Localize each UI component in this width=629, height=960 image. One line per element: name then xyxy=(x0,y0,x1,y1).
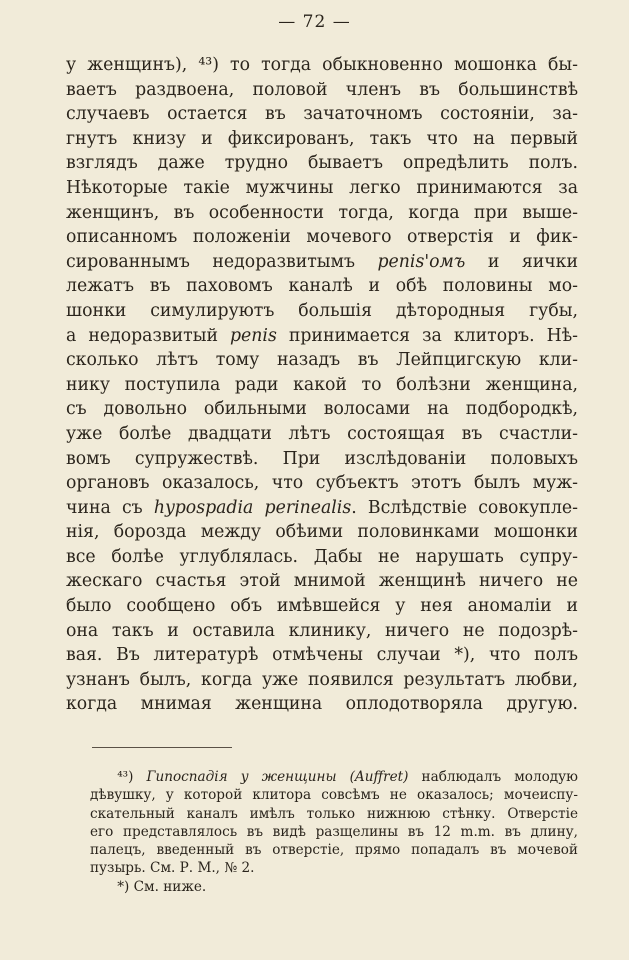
text-line: узнанъ былъ, когда уже появился результатъ любви, xyxy=(66,669,578,690)
footnote-line: палецъ, введенный въ отверстiе, прямо попадалъ въ мочевой xyxy=(90,842,578,859)
text-line: случаевъ остается въ зачаточномъ состоянiи, за- xyxy=(66,104,578,125)
footnote-line: пузырь. См. Р. М., № 2. xyxy=(90,860,255,877)
page-number: — 72 — xyxy=(278,12,351,32)
text-line: все болѣе углублялась. Дабы не нарушать супру- xyxy=(66,546,578,567)
text-line: а недоразвитый penis принимается за клиторъ. Нѣ- xyxy=(66,325,578,346)
text-line: нiя, борозда между обѣими половинками мошонки xyxy=(66,522,578,543)
latin-term: hypospadia perinealis xyxy=(153,497,352,518)
footnote-line: скательный каналъ имѣлъ только нижнюю стѣнку. Отверстiе xyxy=(90,805,578,822)
text-line: женщинъ, въ особенности тогда, когда при выше- xyxy=(66,202,578,223)
text-line: когда мнимая женщина оплодотворяла другую. xyxy=(66,694,578,715)
text-line: чина съ hypospadia perinealis. Вслѣдствiе совокупле- xyxy=(66,497,578,518)
text-line: жескаго счастья этой мнимой женщинѣ ничего не xyxy=(66,571,578,592)
footnote-author: (Auffret) xyxy=(349,769,409,785)
footnote-43-first-line xyxy=(90,768,578,786)
footnote-text: См. ниже. xyxy=(133,878,207,895)
footnote-text: наблюдалъ молодую xyxy=(421,769,578,785)
text-line: она такъ и оставила клинику, ничего не подозрѣ- xyxy=(66,620,578,641)
text-line: описанномъ положенiи мочевого отверстiя и фик- xyxy=(66,227,578,248)
footnote-title: Гипоспадiя у женщины xyxy=(146,769,337,785)
text-line: лежатъ въ паховомъ каналѣ и обѣ половины мо- xyxy=(66,276,578,297)
text-line: нику поступила ради какой то болѣзни женщина, xyxy=(66,374,578,395)
text-line: взглядъ даже трудно бываетъ опредѣлить полъ. xyxy=(66,153,578,174)
footnote-line: дѣвушку, у которой клитора совсѣмъ не оказалось; мочеиспу- xyxy=(90,787,578,804)
text-line: гнутъ книзу и фиксированъ, такъ что на первый xyxy=(66,128,578,149)
footnote-star-line xyxy=(90,878,578,896)
footnote-marker: *) xyxy=(117,878,130,895)
text-line: шонки симулируютъ большiя дѣтородныя губы, xyxy=(66,300,578,321)
text-line: съ довольно обильными волосами на подбородкѣ, xyxy=(66,399,578,420)
footnote-line: его представлялось въ видѣ разщелины въ 12 m.m. въ длину, xyxy=(90,823,578,840)
footnote-divider xyxy=(92,747,232,748)
text-line: вомъ супружествѣ. При изслѣдованiи половыхъ xyxy=(66,448,578,469)
text-line: было сообщено объ имѣвшейся у нея аномалiи и xyxy=(66,596,578,617)
body-text xyxy=(66,53,578,717)
footnotes xyxy=(90,768,578,896)
text-line: Нѣкоторые такiе мужчины легко принимаются за xyxy=(66,177,578,198)
latin-term: penis'омъ xyxy=(377,251,466,272)
text-line: органовъ оказалось, что субъектъ этотъ былъ муж- xyxy=(66,473,578,494)
text-line: у женщинъ), ⁴³) то тогда обыкновенно мошонка бы- xyxy=(66,55,578,75)
footnote-marker: ⁴³) xyxy=(117,769,134,785)
text-line: уже болѣе двадцати лѣтъ состоящая въ счастли- xyxy=(66,423,578,444)
text-line: сколько лѣтъ тому назадъ въ Лейпцигскую кли- xyxy=(66,350,578,371)
text-line: ваетъ раздвоена, половой членъ въ большинствѣ xyxy=(66,79,578,100)
text-line: сированнымъ недоразвитымъ penis'омъ и яички xyxy=(66,251,578,272)
latin-term: penis xyxy=(230,325,277,346)
text-line: вая. Въ литературѣ отмѣчены случаи *), что полъ xyxy=(66,645,578,666)
